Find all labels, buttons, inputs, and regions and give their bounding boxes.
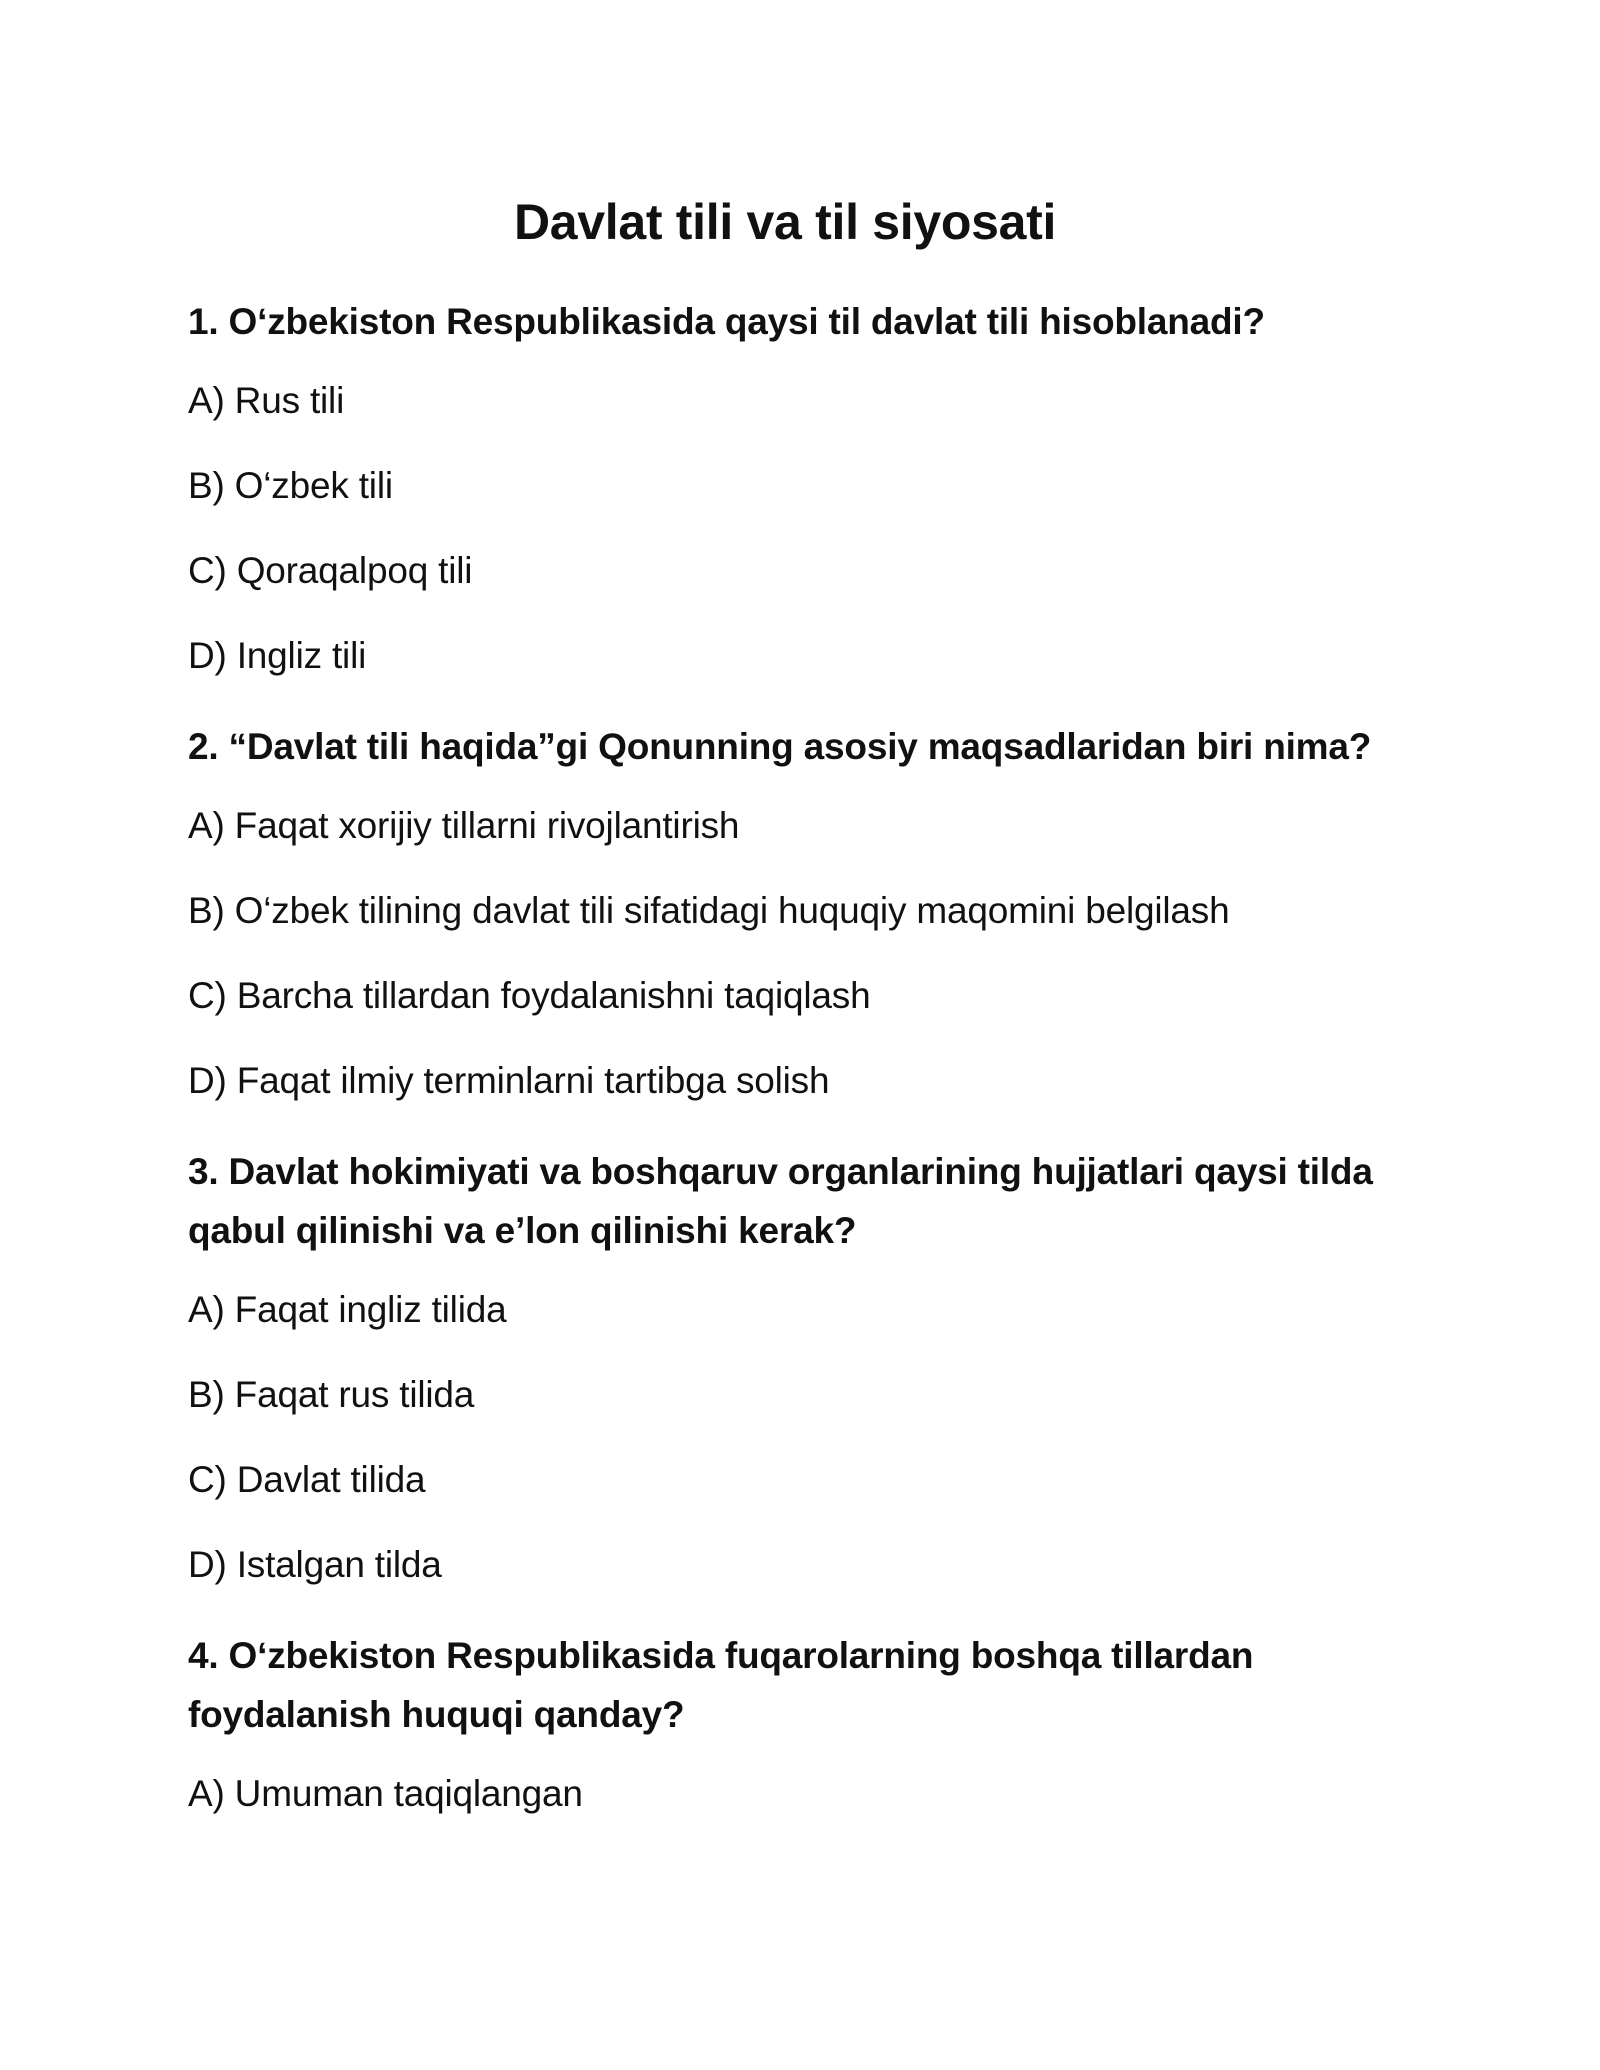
question-text: 4. O‘zbekiston Respublikasida fuqarolarning boshqa tillardan foydalanish huquqi qanday? — [188, 1635, 1254, 1735]
question-list — [188, 292, 1428, 1855]
answer-option-c: C) Qoraqalpoq tili — [188, 550, 473, 591]
question-text: 2. “Davlat tili haqida”gi Qonunning asosiy maqsadlaridan biri nima? — [188, 726, 1372, 767]
answer-option-a: A) Faqat ingliz tilida — [188, 1289, 507, 1330]
question-block-3 — [188, 1142, 1428, 1589]
question-block-4 — [188, 1626, 1428, 1818]
question-text: 3. Davlat hokimiyati va boshqaruv organlarining hujjatlari qaysi tilda qabul qilinishi va e’lon qilinishi kerak? — [188, 1151, 1373, 1251]
answer-option-a: A) Rus tili — [188, 380, 345, 421]
question-text: 1. O‘zbekiston Respublikasida qaysi til davlat tili hisoblanadi? — [188, 301, 1265, 342]
answer-option-b: B) Faqat rus tilida — [188, 1374, 475, 1415]
answer-option-d: D) Faqat ilmiy terminlarni tartibga solish — [188, 1060, 830, 1101]
answer-option-c: C) Davlat tilida — [188, 1459, 426, 1500]
question-block-2 — [188, 717, 1428, 1105]
answer-option-a: A) Umuman taqiqlangan — [188, 1773, 583, 1814]
document-title: Davlat tili va til siyosati — [513, 194, 1057, 250]
answer-option-b: B) O‘zbek tili — [188, 465, 393, 506]
answer-option-d: D) Ingliz tili — [188, 635, 367, 676]
answer-option-c: C) Barcha tillardan foydalanishni taqiqlash — [188, 975, 871, 1016]
answer-option-b: B) O‘zbek tilining davlat tili sifatidagi huquqiy maqomini belgilash — [188, 890, 1230, 931]
answer-option-a: A) Faqat xorijiy tillarni rivojlantirish — [188, 805, 740, 846]
question-block-1 — [188, 292, 1428, 680]
answer-option-d: D) Istalgan tilda — [188, 1544, 442, 1585]
